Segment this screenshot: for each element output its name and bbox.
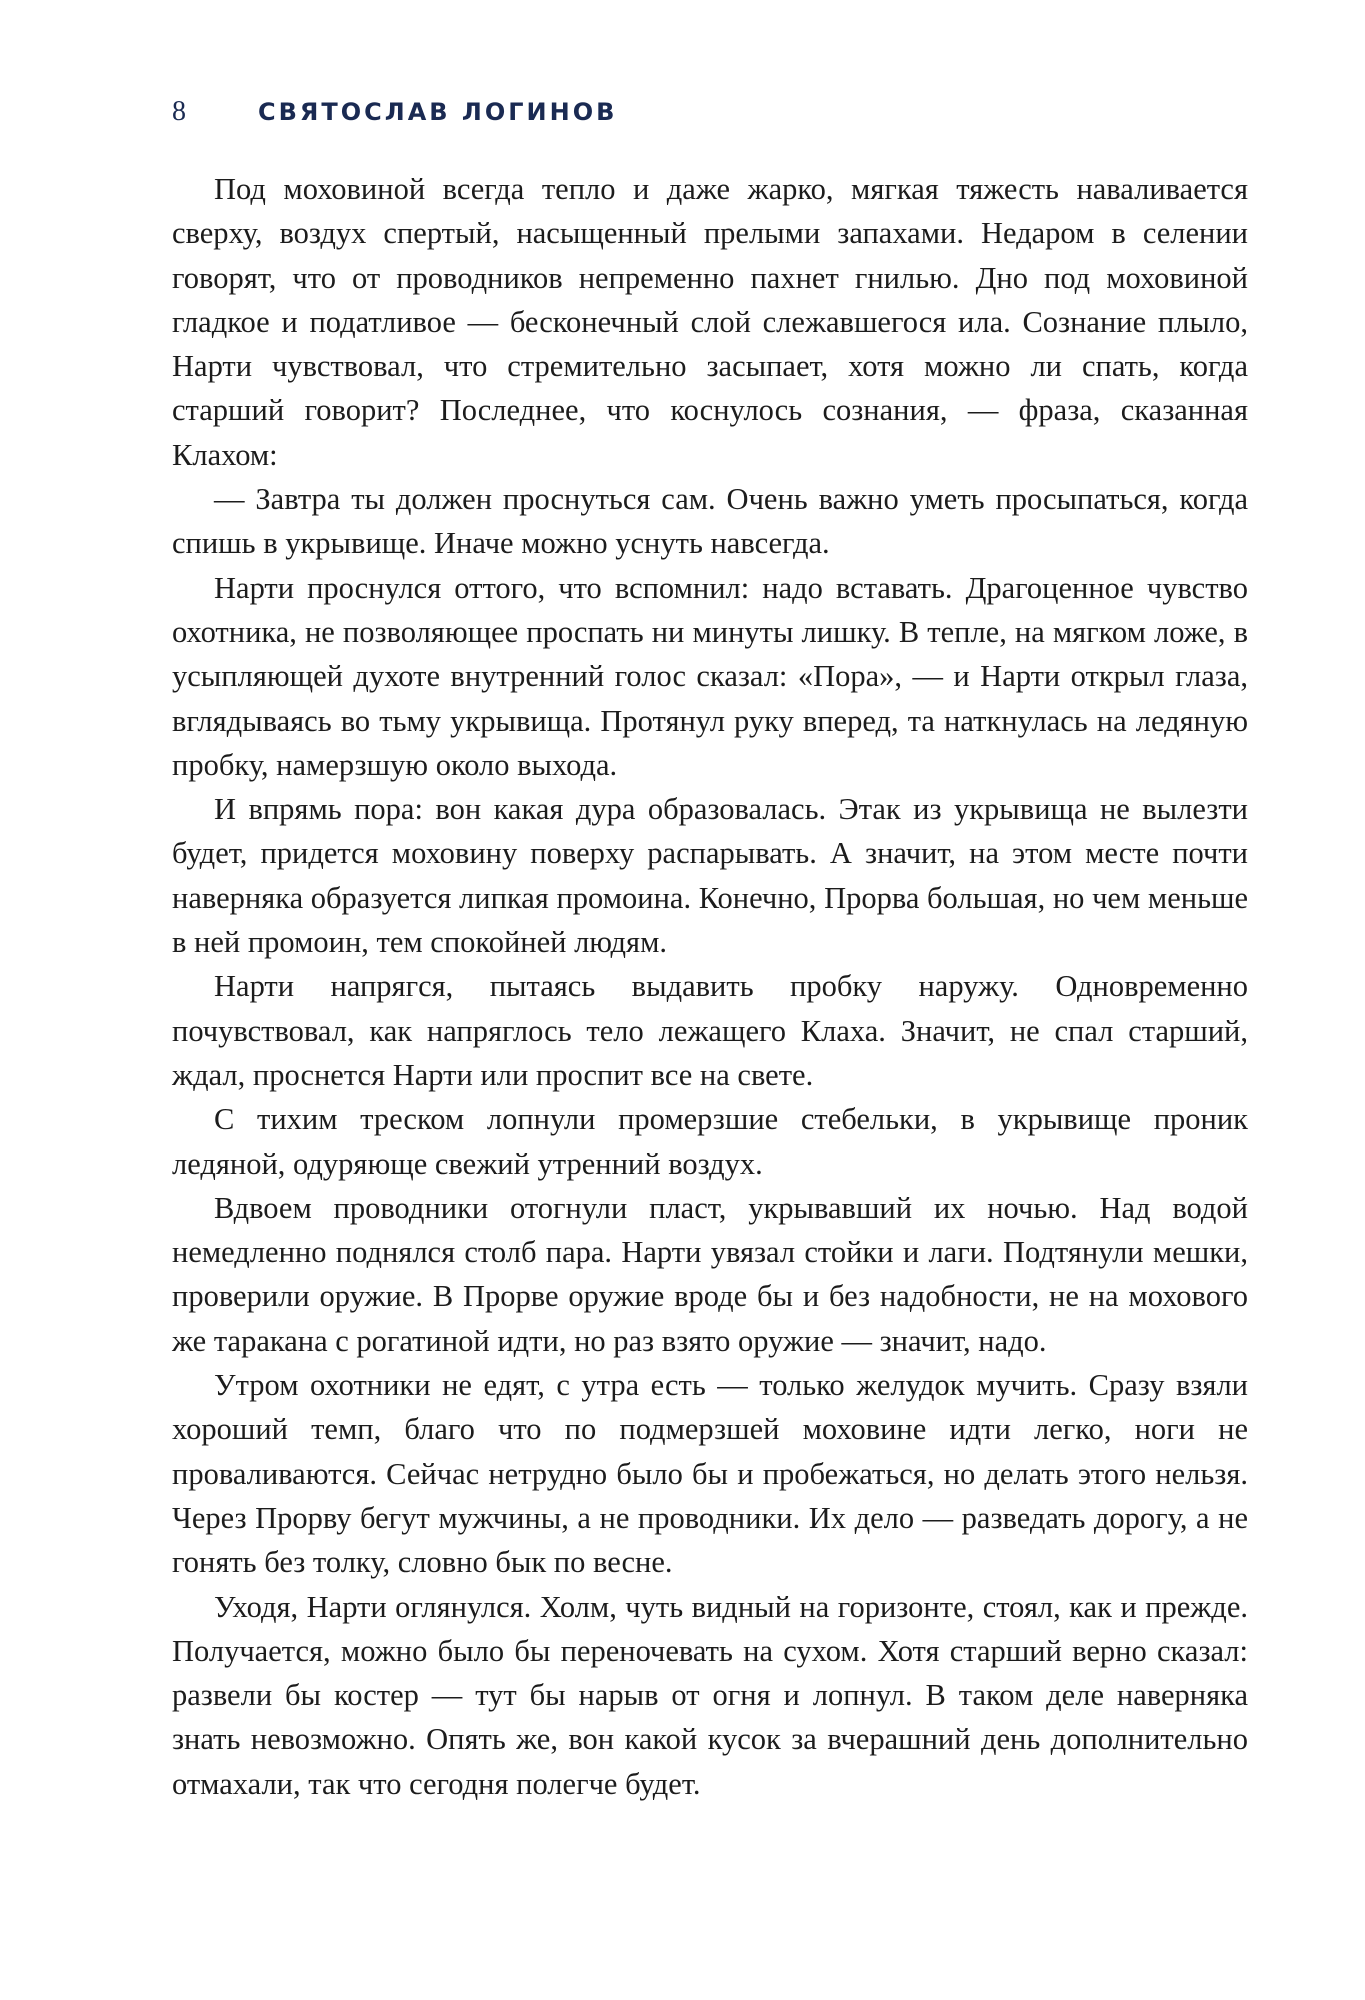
- page-header: [172, 96, 617, 126]
- body-text: [172, 167, 1248, 1806]
- paragraph: Нарти проснулся оттого, что вспомнил: надо вставать. Драгоценное чувство охотника, не позволяющее проспать ни минуты лишку. В тепле, на мягком ложе, в усыпляющей духоте внутренний голос сказал: «Пора», — и Нарти открыл глаза, вглядываясь во тьму укрывища. Протянул руку вперед, та наткнулась на ледяную пробку, намерзшую около выхода.: [172, 570, 1248, 782]
- paragraph: Утром охотники не едят, с утра есть — только желудок мучить. Сразу взяли хороший темп, благо что по подмерзшей моховине идти легко, ноги не проваливаются. Сейчас нетрудно было бы и пробежаться, но делать этого нельзя. Через Прорву бегут мужчины, а не проводники. Их дело — разведать дорогу, а не гонять без толку, словно бык по весне.: [172, 1368, 1248, 1580]
- page-number: 8: [172, 96, 186, 127]
- paragraph: И впрямь пора: вон какая дура образовалась. Этак из укрывища не вылезти будет, придется моховину поверху распарывать. А значит, на этом месте почти наверняка образуется липкая промоина. Конечно, Прорва большая, но чем меньше в ней промоин, тем спокойней людям.: [172, 792, 1248, 960]
- paragraph: — Завтра ты должен проснуться сам. Очень важно уметь просыпаться, когда спишь в укрывище. Иначе можно уснуть навсегда.: [172, 482, 1248, 561]
- paragraph: Нарти напрягся, пытаясь выдавить пробку наружу. Одновременно почувствовал, как напряглось тело лежащего Клаха. Значит, не спал старший, ждал, проснется Нарти или проспит все на свете.: [172, 969, 1248, 1092]
- paragraph: С тихим треском лопнули промерзшие стебельки, в укрывище проник ледяной, одуряюще свежий утренний воздух.: [172, 1102, 1248, 1181]
- paragraph: Под моховиной всегда тепло и даже жарко, мягкая тяжесть наваливается сверху, воздух спертый, насыщенный прелыми запахами. Недаром в селении говорят, что от проводников непременно пахнет гнилью. Дно под моховиной гладкое и податливое — бесконечный слой слежавшегося ила. Сознание плыло, Нарти чувствовал, что стремительно засыпает, хотя можно ли спать, когда старший говорит? Последнее, что коснулось сознания, — фраза, сказанная Клахом:: [172, 172, 1248, 472]
- paragraph: Уходя, Нарти оглянулся. Холм, чуть видный на горизонте, стоял, как и прежде. Получается, можно было бы переночевать на сухом. Хотя старший верно сказал: развели бы костер — тут бы нарыв от огня и лопнул. В таком деле наверняка знать невозможно. Опять же, вон какой кусок за вчерашний день дополнительно отмахали, так что сегодня полегче будет.: [172, 1589, 1248, 1801]
- paragraph: Вдвоем проводники отогнули пласт, укрывавший их ночью. Над водой немедленно поднялся столб пара. Нарти увязал стойки и лаги. Подтянули мешки, проверили оружие. В Прорве оружие вроде бы и без надобности, не на мохового же таракана с рогатиной идти, но раз взято оружие — значит, надо.: [172, 1190, 1248, 1358]
- running-title: СВЯТОСЛАВ ЛОГИНОВ: [258, 98, 618, 126]
